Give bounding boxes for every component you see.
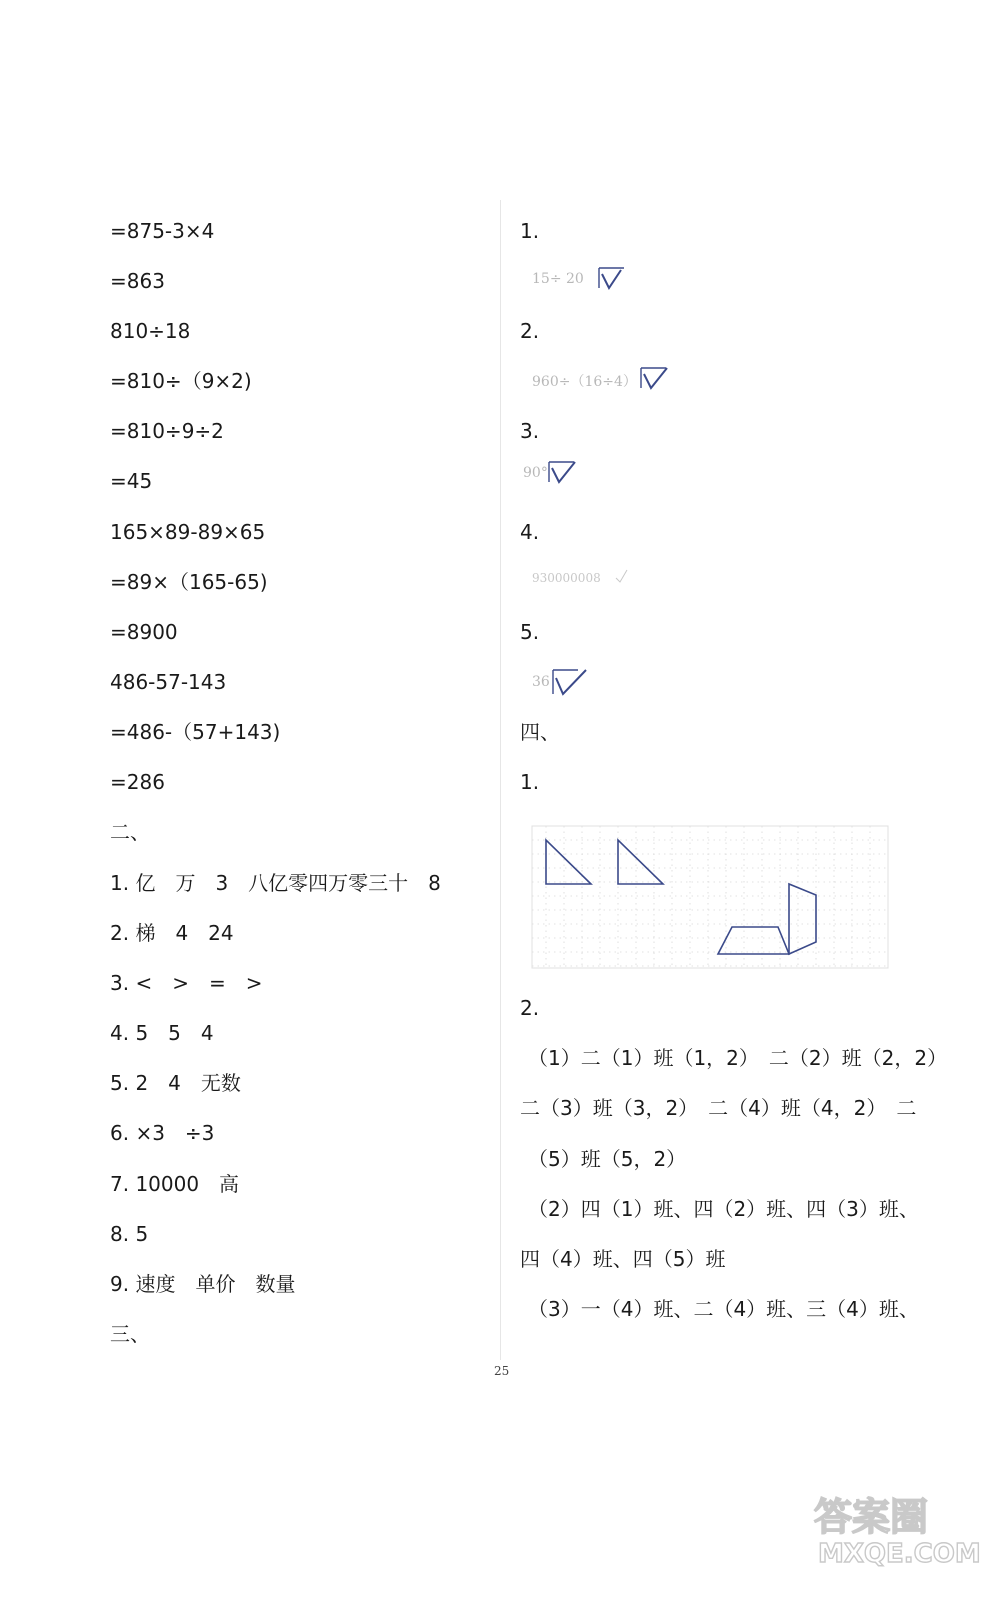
- calc-line: =810÷（9×2): [110, 369, 252, 393]
- check-mark-icon: [546, 458, 578, 486]
- calc-line: 165×89-89×65: [110, 520, 266, 544]
- calc-line: 486-57-143: [110, 670, 227, 694]
- calc-line: =875-3×4: [110, 219, 215, 243]
- answer-line: 4. 5 5 4: [110, 1021, 214, 1045]
- watermark-top-text: 答案圈: [814, 1495, 929, 1539]
- answer-line: 1. 亿 万 3 八亿零四万零三十 8: [110, 871, 441, 895]
- faint-answer: 960÷（16÷4）: [532, 374, 637, 390]
- faint-answer: 15÷ 20: [532, 271, 584, 287]
- check-mark-icon: [638, 364, 670, 392]
- calc-line: =810÷9÷2: [110, 419, 224, 443]
- column-divider: [500, 200, 501, 1360]
- watermark-bottom-text: MXQE.COM: [818, 1539, 981, 1568]
- answer-line: 7. 10000 高: [110, 1172, 240, 1196]
- answer-line: （1）二（1）班（1，2） 二（2）班（2，2）: [528, 1046, 948, 1070]
- faint-answer: 36: [532, 674, 550, 690]
- item-label: 1.: [520, 770, 540, 794]
- calc-line: =45: [110, 469, 153, 493]
- faint-answer: 90°: [523, 465, 548, 481]
- answer-line: 2. 梯 4 24: [110, 921, 234, 945]
- item-label: 5.: [520, 620, 540, 644]
- answer-line: （2）四（1）班、四（2）班、四（3）班、: [528, 1197, 919, 1221]
- section-heading-two: 二、: [110, 820, 150, 844]
- item-label: 2.: [520, 996, 540, 1020]
- item-label: 2.: [520, 319, 540, 343]
- faint-tick-icon: [612, 566, 630, 584]
- calc-line: =89×（165-65): [110, 570, 268, 594]
- trapezoid-shape: [718, 927, 789, 954]
- answer-line: （5）班（5，2）: [528, 1147, 687, 1171]
- calc-line: 810÷18: [110, 319, 191, 343]
- answer-line: 5. 2 4 无数: [110, 1071, 241, 1095]
- grid-border: [532, 826, 888, 968]
- rotated-trapezoid-shape: [789, 884, 816, 954]
- calc-line: =486-（57+143): [110, 720, 281, 744]
- triangle-shape: [546, 840, 591, 884]
- answer-line: 6. ×3 ÷3: [110, 1121, 215, 1145]
- answer-line: 8. 5: [110, 1222, 149, 1246]
- calc-line: =863: [110, 269, 165, 293]
- page-number: 25: [494, 1364, 510, 1378]
- check-mark-icon: [550, 666, 588, 698]
- answer-line: （3）一（4）班、二（4）班、三（4）班、: [528, 1297, 919, 1321]
- answer-line: 9. 速度 单价 数量: [110, 1272, 296, 1296]
- dot-grid-figure: [528, 822, 892, 972]
- answer-line: 四（4）班、四（5）班: [520, 1247, 726, 1271]
- watermark-logo: [808, 1486, 992, 1568]
- faint-answer: 930000008: [532, 571, 601, 585]
- check-mark-icon: [596, 264, 626, 292]
- calc-line: =286: [110, 770, 165, 794]
- answer-line: 二（3）班（3，2） 二（4）班（4，2） 二: [520, 1096, 917, 1120]
- item-label: 4.: [520, 520, 540, 544]
- calc-line: =8900: [110, 620, 178, 644]
- item-label: 1.: [520, 219, 540, 243]
- answer-line: 3. < > = >: [110, 971, 263, 995]
- grid-lines: [532, 826, 888, 968]
- translated-triangle-shape: [618, 840, 663, 884]
- section-heading-three: 三、: [110, 1322, 150, 1346]
- section-heading-four: 四、: [520, 720, 560, 744]
- item-label: 3.: [520, 419, 540, 443]
